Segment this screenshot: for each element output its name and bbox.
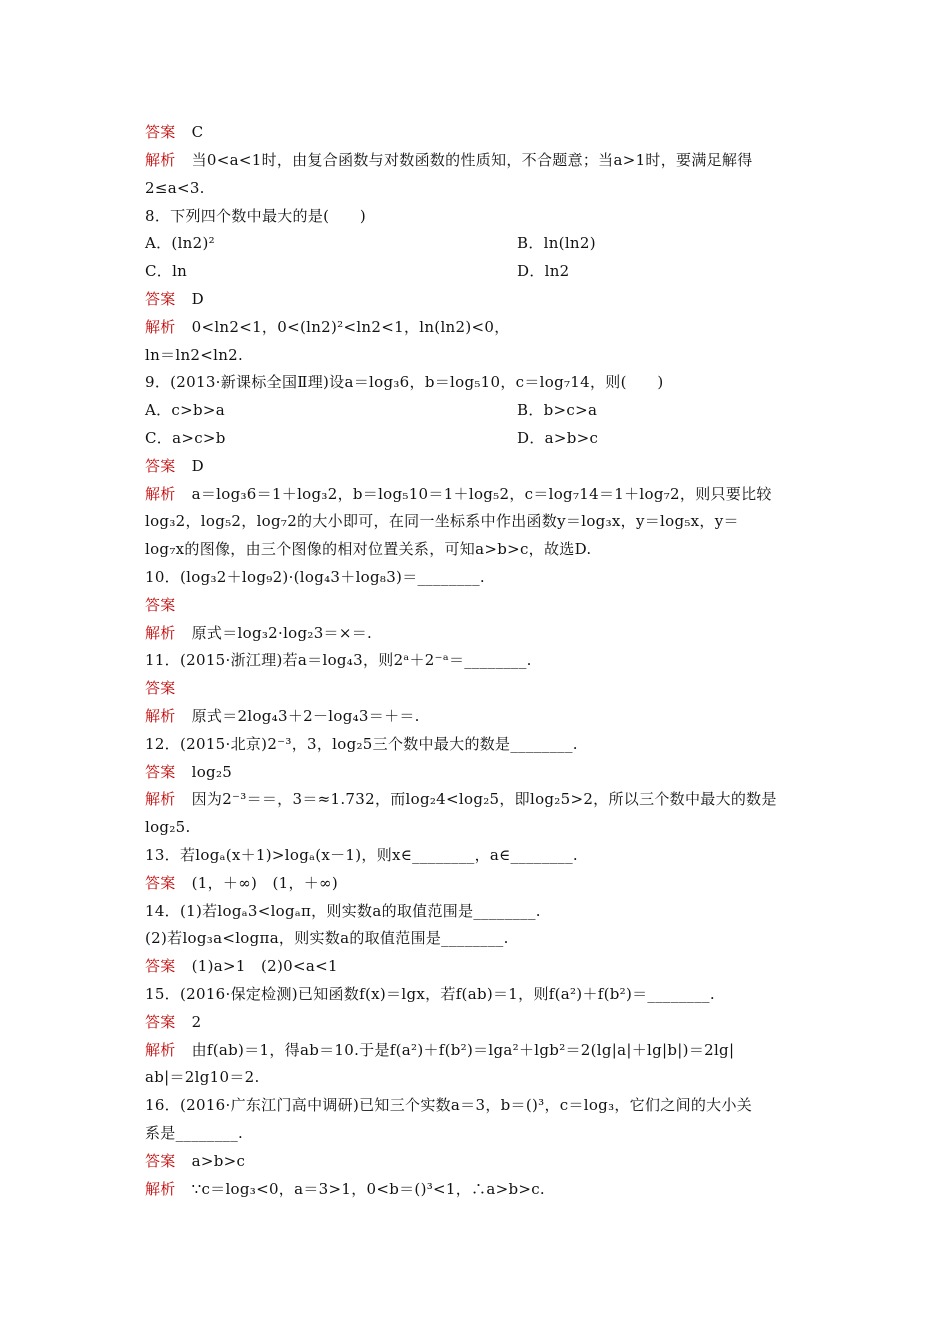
question-14: 14．(1)若logₐ3<logₐπ，则实数a的取值范围是________. <box>145 902 541 920</box>
analysis-tag: 解析 <box>145 318 176 336</box>
answer-line-7 <box>145 122 203 142</box>
analysis-tag: 解析 <box>145 485 176 503</box>
analysis-tag: 解析 <box>145 707 176 725</box>
answer-line-11 <box>145 678 192 698</box>
option-9b: B．b>c>a <box>517 401 598 419</box>
analysis-tag: 解析 <box>145 790 176 808</box>
answer-text: log₂5 <box>191 763 233 781</box>
analysis-text: 原式＝log₃2·log₂3＝×＝. <box>191 624 373 642</box>
analysis-line-15 <box>145 1040 734 1060</box>
answer-line-12 <box>145 762 232 782</box>
answer-line-8 <box>145 289 204 309</box>
answer-text: 2 <box>191 1013 202 1031</box>
answer-line-10 <box>145 595 192 615</box>
text-line: log₇x的图像，由三个图像的相对位置关系，可知a>b>c，故选D. <box>145 540 592 558</box>
analysis-line-11 <box>145 706 420 726</box>
answer-tag: 答案 <box>145 1013 176 1031</box>
analysis-text: 因为2⁻³＝＝，3＝≈1.732，而log₂4<log₂5，即log₂5>2，所以三个数中最大的数是 <box>191 790 777 808</box>
analysis-text: 原式＝2log₄3＋2－log₄3＝＋＝. <box>191 707 420 725</box>
question-13: 13．若logₐ(x＋1)>logₐ(x－1)，则x∈________，a∈________. <box>145 846 578 864</box>
answer-line-16 <box>145 1151 245 1171</box>
answer-tag: 答案 <box>145 123 176 141</box>
option-9c: C．a>c>b <box>145 429 226 447</box>
analysis-tag: 解析 <box>145 151 176 169</box>
answer-tag: 答案 <box>145 1152 176 1170</box>
question-11: 11．(2015·浙江理)若a＝log₄3，则2ᵃ＋2⁻ᵃ＝________. <box>145 651 532 669</box>
question-12: 12．(2015·北京)2⁻³，3，log₂5三个数中最大的数是________. <box>145 735 578 753</box>
question-8: 8．下列四个数中最大的是( ) <box>145 207 367 225</box>
answer-line-9 <box>145 456 204 476</box>
text-line: 2≤a<3. <box>145 179 205 197</box>
option-8a: A．(ln2)² <box>145 234 215 252</box>
analysis-line-16 <box>145 1179 545 1199</box>
question-14-part2: (2)若log₃a<logπa，则实数a的取值范围是________. <box>145 929 509 947</box>
answer-text: C <box>191 123 204 141</box>
answer-line-13 <box>145 873 338 893</box>
question-15: 15．(2016·保定检测)已知函数f(x)＝lgx，若f(ab)＝1，则f(a²)＋f(b²)＝________. <box>145 985 715 1003</box>
analysis-line-7 <box>145 150 753 170</box>
answer-tag: 答案 <box>145 457 176 475</box>
analysis-line-12 <box>145 789 777 809</box>
answer-text: a>b>c <box>191 1152 246 1170</box>
option-9d: D．a>b>c <box>517 429 599 447</box>
text-line: log₃2，log₅2，log₇2的大小即可，在同一坐标系中作出函数y＝log₃x，y＝log₅x，y＝ <box>145 512 739 530</box>
answer-tag: 答案 <box>145 874 176 892</box>
analysis-line-9 <box>145 484 772 504</box>
analysis-text: ∵c＝log₃<0，a＝3>1，0<b＝()³<1，∴a>b>c. <box>191 1180 546 1198</box>
answer-text: D <box>191 290 204 308</box>
answer-line-15 <box>145 1012 201 1032</box>
question-10: 10．(log₃2＋log₉2)·(log₄3＋log₈3)＝________. <box>145 568 485 586</box>
answer-line-14 <box>145 956 338 976</box>
analysis-tag: 解析 <box>145 1041 176 1059</box>
answer-tag: 答案 <box>145 596 176 614</box>
question-9: 9．(2013·新课标全国Ⅱ理)设a＝log₃6，b＝log₅10，c＝log₇14，则( ) <box>145 373 664 391</box>
text-line: 系是________. <box>145 1124 244 1142</box>
answer-tag: 答案 <box>145 763 176 781</box>
answer-tag: 答案 <box>145 957 176 975</box>
option-8d: D．ln2 <box>517 262 570 280</box>
answer-text: (1)a>1 (2)0<a<1 <box>191 957 338 975</box>
analysis-line-10 <box>145 623 372 643</box>
option-8c: C．ln <box>145 262 188 280</box>
analysis-text: 0<ln2<1，0<(ln2)²<ln2<1，ln(ln2)<0， <box>191 318 510 336</box>
analysis-text: a＝log₃6＝1＋log₃2，b＝log₅10＝1＋log₅2，c＝log₇14＝1＋log₇2，则只要比较 <box>191 485 772 503</box>
analysis-tag: 解析 <box>145 1180 176 1198</box>
answer-text: D <box>191 457 204 475</box>
answer-tag: 答案 <box>145 679 176 697</box>
text-line: log₂5. <box>145 818 191 836</box>
text-line: ab|＝2lg10＝2. <box>145 1068 260 1086</box>
option-9a: A．c>b>a <box>145 401 226 419</box>
analysis-tag: 解析 <box>145 624 176 642</box>
analysis-text: 当0<a<1时，由复合函数与对数函数的性质知，不合题意；当a>1时，要满足解得 <box>191 151 753 169</box>
answer-text: (1，＋∞) (1，＋∞) <box>191 874 338 892</box>
text-line: ln＝ln2<ln2. <box>145 346 244 364</box>
analysis-line-8 <box>145 317 510 337</box>
answer-tag: 答案 <box>145 290 176 308</box>
question-16: 16．(2016·广东江门高中调研)已知三个实数a＝3，b＝()³，c＝log₃，它们之间的大小关 <box>145 1096 753 1114</box>
option-8b: B．ln(ln2) <box>517 234 596 252</box>
analysis-text: 由f(ab)＝1，得ab＝10.于是f(a²)＋f(b²)＝lga²＋lgb²＝2(lg|a|＋lg|b|)＝2lg| <box>191 1041 735 1059</box>
